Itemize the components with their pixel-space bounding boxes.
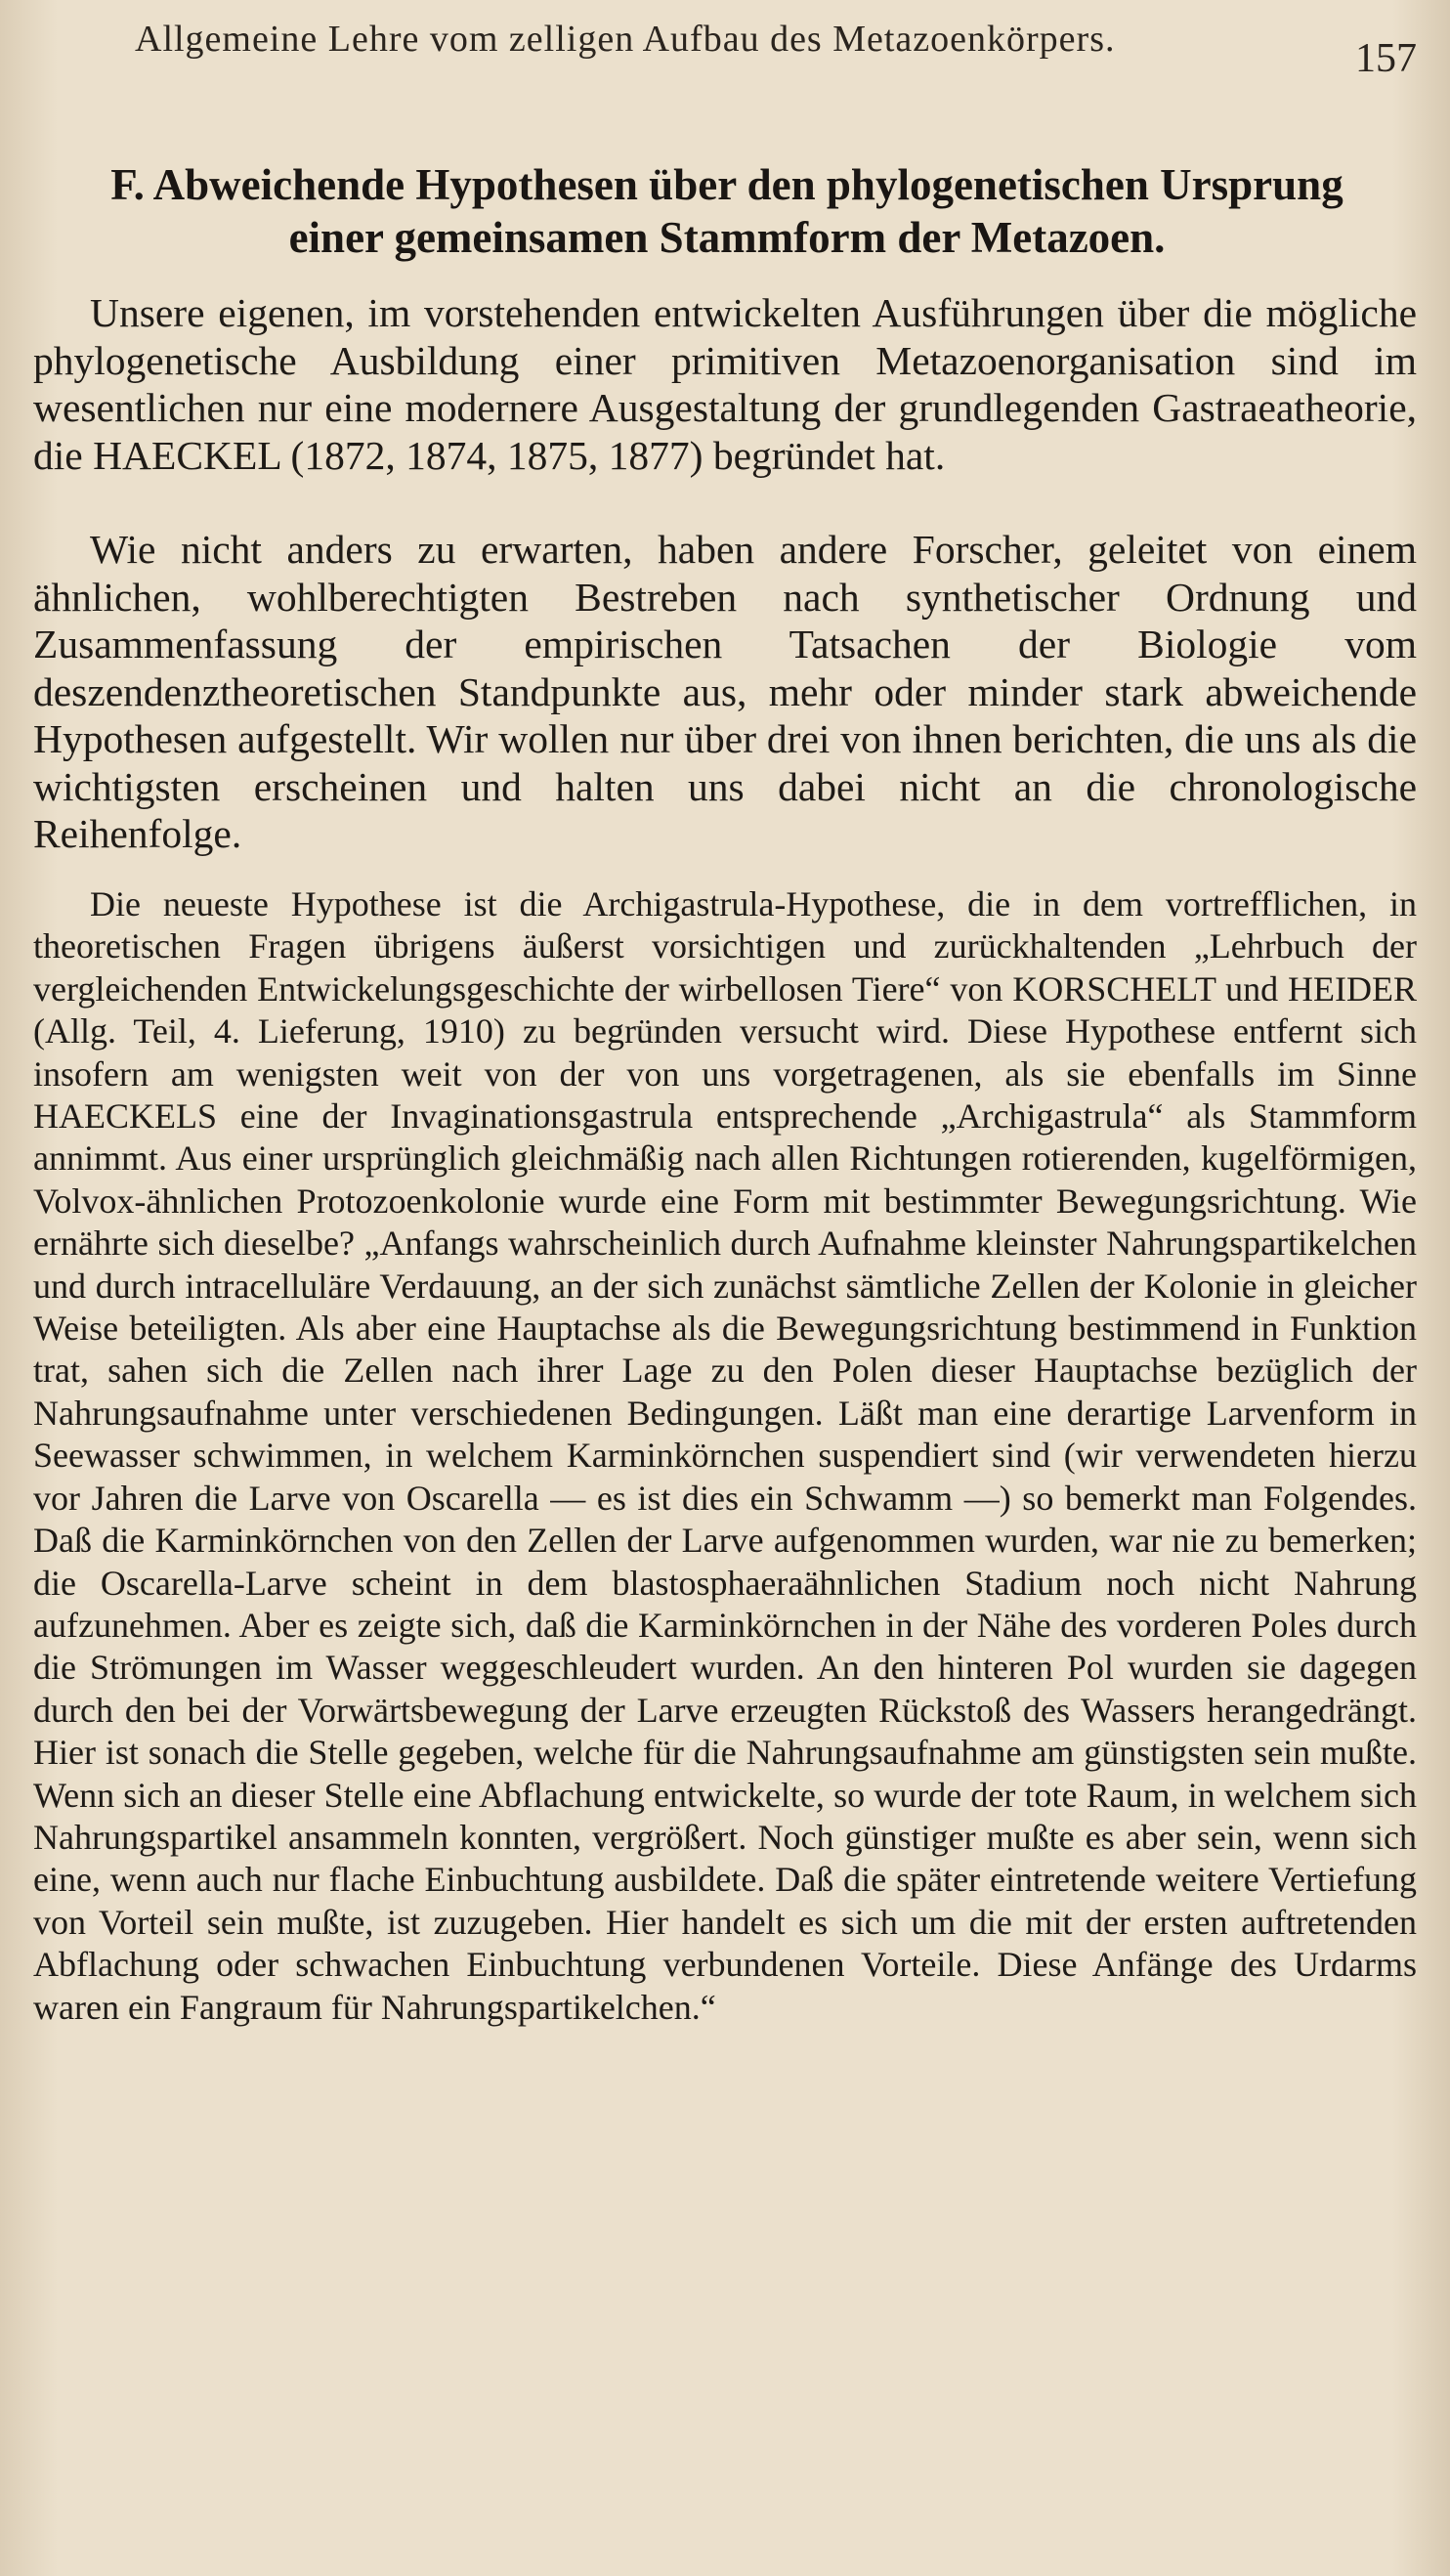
page-number: 157 [1355,36,1417,81]
section-heading-line-2: einer gemeinsamen Stammform der Metazoen. [288,213,1166,262]
paragraph-other-hypotheses: Wie nicht anders zu erwarten, haben andere Forscher, geleitet von einem ähnlichen, wohlberechtigten Bestreben nach synthetischer Ordnung und Zusammenfassung der empirischen Tatsachen der Biologie vom deszendenztheoretischen Standpunkte aus, mehr oder minder stark abweichende Hypothesen aufgestellt. Wir wollen nur über drei von ihnen berichten, die uns als die wichtigsten erscheinen und halten uns dabei nicht an die chronologische Reihenfolge. [33,527,1417,856]
section-heading [33,158,1421,264]
section-heading-line-1: F. Abweichende Hypothesen über den phylogenetischen Ursprung [110,160,1343,209]
paragraph-archigastrula-hypothesis: Die neueste Hypothese ist die Archigastrula-Hypothese, die in dem vortrefflichen, in theoretischen Fragen übrigens äußerst vorsichtigen und zurückhaltenden „Lehrbuch der vergleichenden Entwickelungsgeschichte der wirbellosen Tiere“ von KORSCHELT und HEIDER (Allg. Teil, 4. Lieferung, 1910) zu begründen versucht wird. Diese Hypothese entfernt sich insofern am wenigsten weit von der von uns vorgetragenen, als sie ebenfalls im Sinne HAECKELS eine der Invaginationsgastrula entsprechende „Archigastrula“ als Stammform annimmt. Aus einer ursprünglich gleichmäßig nach allen Richtungen rotierenden, kugelförmigen, Volvox-ähnlichen Protozoenkolonie wurde eine Form mit bestimmter Bewegungsrichtung. Wie ernährte sich dieselbe? „Anfangs wahrscheinlich durch Aufnahme kleinster Nahrungspartikelchen und durch intracelluläre Verdauung, an der sich zunächst sämtliche Zellen der Kolonie in gleicher Weise beteiligten. Als aber eine Hauptachse als die Bewegungsrichtung bestimmend in Funktion trat, sahen sich die Zellen nach ihrer Lage zu den Polen dieser Hauptachse bezüglich der Nahrungsaufnahme unter verschiedenen Bedingungen. Läßt man eine derartige Larvenform in Seewasser schwimmen, in welchem Karminkörnchen suspendiert sind (wir verwendeten hierzu vor Jahren die Larve von Oscarella — es ist dies ein Schwamm —) so bemerkt man Folgendes. Daß die Karminkörnchen von den Zellen der Larve aufgenommen wurden, war nie zu bemerken; die Oscarella-Larve scheint in dem blastosphaeraähnlichen Stadium noch nicht Nahrung aufzunehmen. Aber es zeigte sich, daß die Karminkörnchen in der Nähe des vorderen Poles durch die Strömungen im Wasser weggeschleudert wurden. An den hinteren Pol wurden sie dagegen durch den bei der Vorwärtsbewegung der Larve erzeugten Rückstoß des Wassers herangedrängt. Hier ist sonach die Stelle gegeben, welche für die Nahrungsaufnahme am günstigsten sein mußte. Wenn sich an dieser Stelle eine Abflachung entwickelte, so wurde der tote Raum, in welchem sich Nahrungspartikel ansammeln konnten, vergrößert. Noch günstiger mußte es aber sein, wenn sich eine, wenn auch nur flache Einbuchtung ausbildete. Daß die später eintretende weitere Vertiefung von Vorteil sein mußte, ist zuzugeben. Hier handelt es sich um die mit der ersten auftretenden Abflachung oder schwachen Einbuchtung verbundenen Vorteile. Diese Anfänge des Urdarms waren ein Fangraum für Nahrungspartikelchen.“ [33,884,1417,2027]
running-head: Allgemeine Lehre vom zelligen Aufbau des Metazoenkörpers. [135,19,1116,60]
paragraph-gastraea-theory: Unsere eigenen, im vorstehenden entwickelten Ausführungen über die mögliche phylogenetische Ausbildung einer primitiven Metazoenorganisation sind im wesentlichen nur eine modernere Ausgestaltung der grundlegenden Gastraeatheorie, die HAECKEL (1872, 1874, 1875, 1877) begründet hat. [33,290,1417,478]
